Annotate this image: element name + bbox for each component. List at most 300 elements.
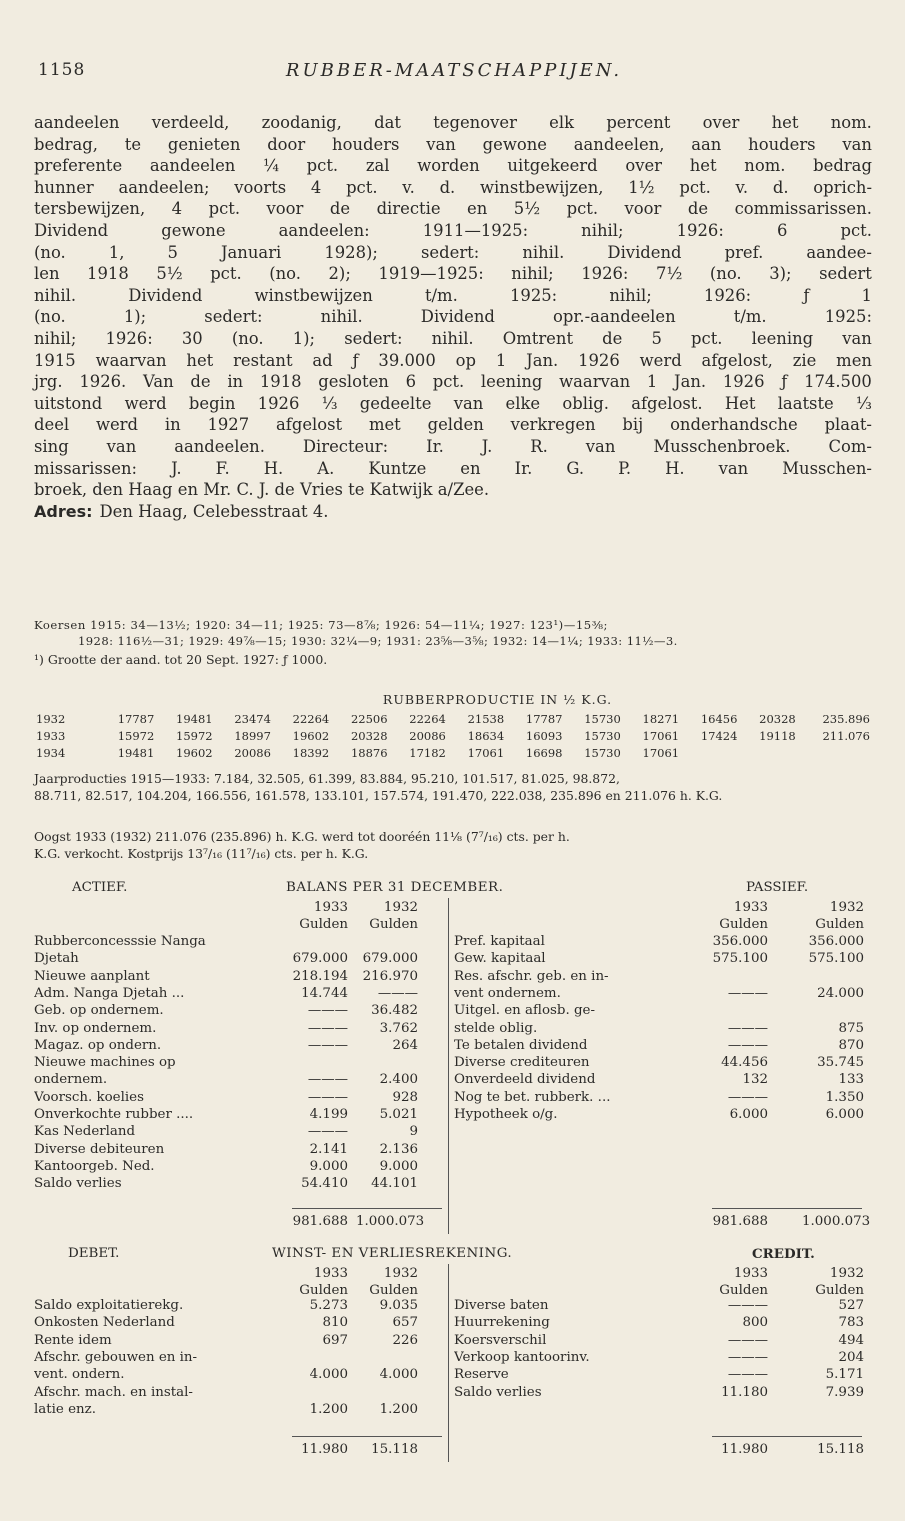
unit-header: Gulden [815, 917, 864, 932]
ledger-value: 4.000 [379, 1367, 418, 1383]
word: aandeelen [34, 113, 120, 132]
oogst [34, 828, 872, 862]
jaarproducties [34, 770, 872, 804]
unit-header: Gulden [815, 1283, 864, 1298]
ledger-label: Saldo exploitatierekg. [34, 1298, 184, 1313]
passief-title: PASSIEF. [746, 880, 809, 895]
production-cell: 17424 [700, 728, 738, 743]
word: sing [34, 436, 69, 456]
ledger-value: 356.000 [808, 934, 864, 949]
body-line [34, 285, 872, 307]
body-line [34, 134, 872, 156]
production-cell: 18392 [292, 745, 330, 760]
production-cell: 20086 [234, 745, 271, 760]
word: deel [34, 415, 70, 435]
debet-title: DEBET. [68, 1246, 120, 1261]
total-value: 15.118 [817, 1442, 864, 1457]
production-cell [798, 744, 872, 761]
total-value: 1.000.073 [802, 1214, 871, 1229]
production-cell: 211.076 [822, 728, 870, 743]
body-text [34, 112, 872, 522]
ledger-value: ——— [307, 1124, 348, 1140]
word: begin [188, 393, 236, 413]
word: worden [417, 156, 480, 176]
production-cell: 15730 [584, 745, 621, 760]
word: pct. [840, 220, 872, 240]
ledger-value: 679.000 [292, 951, 348, 967]
ledger-label: Verkoop kantoorinv. [454, 1349, 590, 1365]
production-table [34, 710, 872, 761]
word: A. [317, 458, 335, 478]
body-line [34, 350, 872, 372]
total-rule [292, 1208, 442, 1209]
ledger-value: 5.273 [309, 1298, 348, 1313]
production-cell: 23474 [234, 711, 271, 726]
word: 1919—1925: [378, 264, 484, 284]
unit-header: Gulden [719, 917, 768, 932]
ledger-value: 575.100 [712, 951, 768, 967]
ledger-value: 132 [742, 1072, 768, 1088]
word: Dividend [607, 242, 682, 262]
ledger-value: 35.745 [817, 1055, 864, 1071]
word: te [124, 134, 142, 154]
production-cell: 18997 [234, 728, 271, 743]
production-cell: 16698 [525, 745, 563, 760]
word: tersbewijzen, [34, 199, 146, 219]
word: van [453, 393, 484, 413]
word: op [455, 350, 476, 370]
ledger-label: Diverse debiteuren [34, 1141, 165, 1157]
word: 5 [167, 242, 178, 262]
ledger-value: 2.136 [379, 1141, 418, 1157]
jaarproducties-line: Jaarproducties 1915—1933: 7.184, 32.505, 61.399, 83.884, 95.210, 101.517, 81.025, 98.872, [34, 771, 620, 786]
word: nihil. [431, 328, 474, 348]
production-row [34, 710, 872, 727]
word: sedert [819, 264, 872, 284]
word: 1926 [722, 372, 765, 392]
jaarproducties-line: 88.711, 82.517, 104.204, 166.556, 161.578, 133.101, 157.574, 191.470, 222.038, 235.896 en 211.076 h. K.G. [34, 788, 723, 803]
word: F. [215, 458, 230, 478]
word: 2); [328, 264, 351, 284]
word: directie [376, 199, 441, 219]
ledger-label: Rente idem [34, 1332, 112, 1348]
ledger-label: Magaz. op ondern. [34, 1037, 162, 1053]
ledger-label: Kantoorgeb. Ned. [34, 1158, 155, 1174]
word: Het [724, 393, 756, 413]
word: van [842, 328, 872, 348]
word: Omtrent [502, 328, 574, 348]
word: bedrag, [34, 134, 98, 154]
word: aandeelen [149, 156, 236, 176]
ledger-label: Afschr. gebouwen en in- [34, 1349, 198, 1365]
body-line [34, 242, 872, 264]
body-line [34, 112, 872, 134]
ledger-label: Nog te bet. rubberk. ... [454, 1089, 611, 1105]
ledger-value: 7.939 [825, 1384, 864, 1400]
ledger-value: ——— [307, 1089, 348, 1105]
ledger-value: 2.400 [379, 1072, 418, 1088]
credit-title: CREDIT. [752, 1246, 815, 1262]
word: d. [772, 177, 789, 197]
unit-header: Gulden [299, 1283, 348, 1298]
word: len [34, 264, 60, 284]
word: H. [263, 458, 284, 478]
production-cell: 20328 [759, 711, 796, 726]
ledger-value: 2.141 [309, 1141, 348, 1157]
word: 30 [181, 328, 203, 348]
word: elk [549, 113, 575, 132]
ledger-value: ——— [727, 1089, 768, 1105]
word: J. [481, 436, 493, 456]
ledger-value: ——— [307, 1020, 348, 1036]
ledger-label: Pref. kapitaal [454, 934, 545, 949]
ledger-label: Afschr. mach. en instal- [34, 1384, 193, 1400]
ledger-value: 6.000 [729, 1107, 768, 1122]
word: Com- [828, 436, 872, 456]
word: Musschen- [782, 458, 872, 478]
word: nihil. [522, 242, 565, 262]
word: van [718, 458, 749, 478]
word: oprich- [813, 177, 872, 197]
word: Dividend [128, 285, 203, 305]
ledger-value: 575.100 [808, 951, 864, 967]
word: ƒ [803, 285, 810, 305]
winst-title: WINST- EN VERLIESREKENING. [272, 1246, 513, 1261]
word: onderhandsche [670, 415, 798, 435]
production-cell: 17787 [525, 711, 563, 726]
word: waarvan [559, 372, 631, 392]
word: gelden [427, 415, 484, 435]
word: afgelost [275, 415, 343, 435]
word: afgelost. [631, 393, 703, 413]
word: van [106, 436, 137, 456]
word: 5½ [156, 264, 183, 284]
word: (no. [34, 242, 66, 262]
ledger-label: Nieuwe machines op [34, 1055, 176, 1071]
unit-header: Gulden [299, 917, 348, 932]
word: 7½ [656, 264, 683, 284]
ledger-value: 356.000 [712, 934, 768, 949]
body-line [34, 263, 872, 285]
word: van [585, 436, 616, 456]
ledger-value: 264 [392, 1037, 418, 1053]
word: percent [606, 113, 671, 132]
word: opr.-aandeelen [553, 307, 676, 327]
year-header: 1932 [829, 900, 864, 915]
ledger-value: 527 [838, 1298, 864, 1313]
ledger-value: ——— [727, 1037, 768, 1053]
address-label: Adres: [34, 501, 93, 521]
ledger-value: 36.482 [371, 1003, 418, 1019]
word: Directeur: [302, 436, 389, 456]
word: pct. [566, 199, 599, 219]
ledger-value: 679.000 [362, 951, 418, 967]
body-line [34, 371, 872, 393]
ledger-value: ——— [727, 985, 768, 1001]
word: voor [624, 199, 662, 219]
production-title: RUBBERPRODUCTIE IN ½ K.G. [382, 692, 613, 707]
ledger-label: Geb. op ondernem. [34, 1003, 164, 1019]
ledger-value: 5.171 [825, 1367, 864, 1383]
production-cell: 21538 [467, 711, 505, 726]
production-cell: 18634 [467, 728, 505, 743]
word: uitgekeerd [507, 156, 598, 176]
ledger-label: Djetah [34, 951, 79, 967]
word: 1926: [105, 328, 153, 348]
ledger-label: Diverse crediteuren [454, 1055, 590, 1071]
word: Ir. [426, 436, 444, 456]
word: oblig. [562, 393, 609, 413]
ledger-label: Nieuwe aanplant [34, 968, 150, 984]
word: 1918 [87, 264, 129, 284]
body-line [34, 177, 872, 199]
word: pct. [691, 328, 723, 348]
ledger-label: Onverdeeld dividend [454, 1072, 596, 1088]
year-header: 1933 [733, 900, 768, 915]
word: afgelost, [701, 350, 773, 370]
word: houders [332, 134, 400, 154]
ledger-value: 216.970 [362, 968, 418, 984]
word: de [602, 328, 623, 348]
body-line [34, 393, 872, 415]
word: d. [439, 177, 456, 197]
ledger-value: 9.000 [309, 1158, 348, 1174]
word: verkregen [510, 415, 596, 435]
ledger-value: 3.762 [379, 1020, 418, 1036]
word: 174.500 [804, 372, 872, 392]
unit-header: Gulden [369, 1283, 418, 1298]
word: restant [233, 350, 293, 370]
ledger-value: 870 [838, 1037, 864, 1053]
word: 1918 [259, 372, 302, 392]
production-row [34, 727, 872, 744]
word: gedeelte [359, 393, 432, 413]
word: voor [266, 199, 304, 219]
word: nihil; [34, 328, 77, 348]
ledger-value: 44.456 [721, 1055, 768, 1071]
production-cell: 19118 [759, 728, 796, 743]
ledger-value: 9 [409, 1124, 418, 1140]
word: 1 [495, 350, 507, 370]
ledger-value: 494 [838, 1332, 864, 1348]
ledger-value: ——— [307, 1037, 348, 1053]
production-cell: 20328 [350, 728, 388, 743]
production-year: 1933 [36, 728, 66, 743]
address-value: Den Haag, Celebesstraat 4. [99, 501, 329, 521]
ledger-value: 133 [838, 1072, 864, 1088]
running-title: RUBBER-MAATSCHAPPIJEN. [285, 60, 623, 81]
word: R. [530, 436, 548, 456]
total-value: 981.688 [292, 1214, 348, 1229]
word: werd [639, 350, 682, 370]
word: de [329, 199, 351, 219]
word: aandeelen: [278, 220, 370, 240]
word: 1927 [207, 415, 250, 435]
word: zal [365, 156, 390, 176]
ledger-label: Reserve [454, 1367, 509, 1383]
ledger-value: 204 [838, 1349, 864, 1365]
actief-title: ACTIEF. [72, 880, 128, 895]
word: 1½ [628, 177, 655, 197]
word: 39.000 [378, 350, 436, 370]
word: 1928); [324, 242, 378, 262]
ledger-value: ——— [727, 1298, 768, 1313]
production-cell: 15730 [584, 711, 621, 726]
oogst-line: K.G. verkocht. Kostprijs 13⁷/₁₆ (11⁷/₁₆) cts. per h. K.G. [34, 846, 369, 861]
word: het [771, 113, 799, 132]
production-cell: 235.896 [822, 711, 870, 726]
balans-section [34, 880, 872, 1240]
word: nihil; [581, 220, 624, 240]
word: P. [618, 458, 632, 478]
ledger-value: 24.000 [817, 985, 864, 1001]
total-rule [712, 1436, 862, 1437]
ledger-label: latie enz. [34, 1401, 96, 1417]
word: over [702, 113, 740, 132]
word: v. [402, 177, 415, 197]
word: aandee- [806, 242, 872, 262]
winst-section [34, 1246, 872, 1476]
word: 5½ [513, 199, 541, 219]
word: het [186, 350, 214, 370]
word: Jan. [674, 372, 707, 392]
year-header: 1932 [383, 1266, 418, 1281]
ledger-value: 11.180 [721, 1384, 768, 1400]
word: het [689, 156, 717, 176]
ledger-value: ——— [727, 1349, 768, 1365]
word: 1911—1925: [422, 220, 529, 240]
column-divider [448, 1264, 449, 1462]
word: hunner [34, 177, 94, 197]
ledger-value: ——— [727, 1020, 768, 1036]
column-divider [448, 898, 449, 1234]
word: 4 [171, 199, 183, 219]
production-cell: 15730 [584, 728, 621, 743]
total-value: 1.000.073 [356, 1214, 425, 1229]
word: werd [95, 415, 139, 435]
production-cell: 18876 [350, 745, 388, 760]
ledger-value: 1.350 [825, 1089, 864, 1105]
word: zie [792, 350, 817, 370]
word: leening [480, 372, 543, 392]
production-cell: 16093 [525, 728, 563, 743]
balans-title: BALANS PER 31 DECEMBER. [286, 880, 504, 895]
production-cell: 19602 [292, 728, 330, 743]
body-line [34, 306, 872, 328]
production-cell: 17061 [642, 728, 680, 743]
ledger-value: 697 [322, 1332, 348, 1348]
production-cell: 17182 [409, 745, 446, 760]
koersen-line: Koersen 1915: 34—13½; 1920: 34—11; 1925: 73—8⅞; 1926: 54—11¼; 1927: 123¹)—15⅜; [34, 618, 608, 632]
ledger-label: vent ondernem. [454, 985, 561, 1001]
word: plaat- [824, 415, 872, 435]
ledger-value: 9.000 [379, 1158, 418, 1174]
total-value: 11.980 [301, 1442, 348, 1457]
word: sedert: [344, 328, 403, 348]
total-value: 15.118 [371, 1442, 418, 1457]
word: sedert: [204, 307, 263, 327]
year-header: 1933 [733, 1266, 768, 1281]
ledger-label: Huurrekening [454, 1315, 550, 1331]
total-rule [712, 1208, 862, 1209]
word: tegenover [433, 113, 517, 132]
production-cell: 19602 [176, 745, 213, 760]
word: Dividend [420, 307, 495, 327]
word: v. [735, 177, 749, 197]
ledger-label: Kas Nederland [34, 1124, 136, 1140]
ledger-label: ondernem. [34, 1072, 108, 1088]
word: in [164, 415, 181, 435]
word: elke [505, 393, 541, 413]
production-cell: 16456 [700, 711, 738, 726]
word: pref. [724, 242, 764, 262]
ledger-label: Saldo verlies [454, 1384, 542, 1400]
word: winstbewijzen [254, 285, 373, 305]
word: Ir. [514, 458, 533, 478]
word: aandeelen; [118, 177, 210, 197]
word: werd [124, 393, 167, 413]
ledger-label: Gew. kapitaal [454, 951, 546, 967]
word: Musschenbroek. [653, 436, 791, 456]
ledger-value: 5.021 [379, 1107, 418, 1122]
word: t/m. [424, 285, 458, 305]
ledger-label: Adm. Nanga Djetah ... [34, 985, 185, 1001]
production-cell: 15972 [176, 728, 213, 743]
unit-header: Gulden [719, 1283, 768, 1298]
word: de [687, 199, 709, 219]
ledger-label: stelde oblig. [454, 1020, 538, 1036]
word: H. [665, 458, 685, 478]
ledger-value: ——— [727, 1367, 768, 1383]
word: Kuntze [368, 458, 427, 478]
word: in [227, 372, 244, 392]
word: 4 [310, 177, 322, 197]
word: laatste [777, 393, 834, 413]
ledger-value: ——— [307, 1072, 348, 1088]
ledger-value: ——— [727, 1332, 768, 1348]
word: ƒ [352, 350, 359, 370]
word: nom. [830, 113, 872, 132]
body-line: broek, den Haag en Mr. C. J. de Vries te Katwijk a/Zee. [34, 480, 490, 500]
word: 5 [651, 328, 662, 348]
word: verdeeld, [151, 113, 230, 132]
word: 3); [769, 264, 792, 284]
body-line [34, 220, 872, 242]
production-cell: 15972 [117, 728, 155, 743]
production-cell: 19481 [176, 711, 213, 726]
word: aan [691, 134, 722, 154]
ledger-label: Uitgel. en aflosb. ge- [454, 1003, 596, 1019]
production-cell: 18271 [642, 711, 680, 726]
word: Dividend [34, 220, 109, 240]
word: Jan. [526, 350, 559, 370]
ledger-value: 9.035 [379, 1298, 418, 1313]
word: gesloten [318, 372, 389, 392]
word: pct. [306, 156, 339, 176]
word: (no. [269, 264, 301, 284]
word: bij [622, 415, 644, 435]
word: pct. [346, 177, 378, 197]
ledger-value: ——— [307, 1003, 348, 1019]
word: (no. [709, 264, 742, 284]
word: ad [312, 350, 333, 370]
page-number: 1158 [38, 60, 86, 80]
production-cell: 17787 [117, 711, 155, 726]
word: Januari [220, 242, 282, 262]
production-cell: 22264 [292, 711, 330, 726]
ledger-label: Onkosten Nederland [34, 1315, 175, 1331]
total-value: 11.980 [721, 1442, 768, 1457]
